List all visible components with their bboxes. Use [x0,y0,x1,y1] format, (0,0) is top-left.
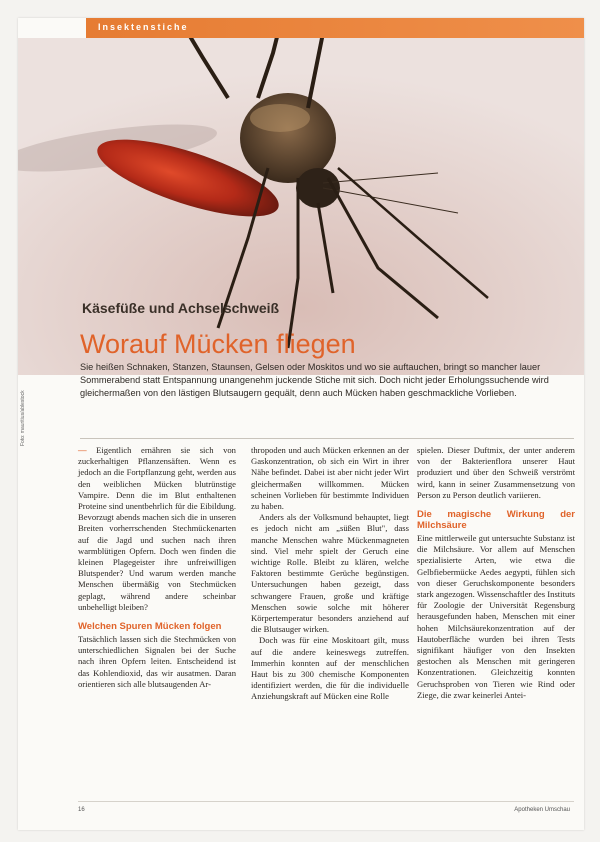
section-label: Insektenstiche [98,22,189,32]
mosquito-illustration [18,38,584,375]
dash-marker: — [78,445,97,455]
article-intro: Sie heißen Schnaken, Stanzen, Staunsen, Gelsen oder Moskitos und wo sie auftauchen, bringt so mancher lauer Sommerabend statt Entspannung unangenehm juckende Stiche mit sich. Doch nicht jeder Erholungssuchende wird gleichermaßen von den lästigen Blutsaugern gequält, denn auch Mücken haben geschmackliche Vorlieben. [80,362,549,398]
paragraph-text: Eigentlich ernähren sie sich von zuckerhaltigen Pflanzensäften. Wenn es jedoch an die Fortpflanzung geht, werden aus den weiblichen Mücken blutrünstige Vampire. Denn die im Blut enthaltenen Proteine sind unentbehrlich für die Eibildung. Bevorzugt abends machen sich die in unseren Breiten vorherrschenden Stechmückenarten auf die Jagd und suchen nach ihren warmblütigen Opfern. Doch wen finden die kleinen Plagegeister ihre unfreiwilligen Blutspender? Und warum werden manche Menschen übermäßig von Stechmücken geplagt, während andere scheinbar unbehelligt bleiben? [78,445,236,612]
section-header-bar [86,18,584,38]
text-column-2 [251,445,409,703]
subheading: Welchen Spuren Mücken folgen [78,621,222,633]
article-kicker: Käsefüße und Achselschweiß [82,300,280,316]
magazine-page [18,18,584,830]
paragraph: thropoden und auch Mücken erkennen an der Gaskonzentration, ob sich ein Wirt in ihrer Nähe befindet. Dabei ist aber nicht jeder Wirt gleichermaßen willkommen. Mücken scheinen Vorlieben für bestimmte Individuen zu haben. [251,445,409,512]
paragraph: Anders als der Volksmund behauptet, liegt es jedoch nicht am „süßen Blut", dass manche Menschen wahre Mückenmagneten sind. Viel mehr spielt der Geruch eine wichtige Rolle. Bleibt zu klären, welche Faktoren bestimmte Gerüche begünstigen. Untersuchungen haben gezeigt, dass schwangere Frauen, große und kräftige Menschen sowie solche mit höherer Körpertemperatur besonders anziehend auf die Blutsauger wirken. [251,512,409,635]
footer-divider [78,801,574,802]
text-column-1 [78,445,236,690]
paragraph: Tatsächlich lassen sich die Stechmücken von unterschiedlichen Signalen bei der Suche nach ihren Opfern leiten. Entscheidend ist das Kohlendioxid, das wir ausatmen. Daran orientieren sich alle blutsaugenden Ar- [78,634,236,689]
paragraph: Eine mittlerweile gut untersuchte Substanz ist die Milchsäure. Vor allem auf Menschen spezialisierte Arten, wie etwa die Gelbfiebermücke Aedes aegypti, fühlen sich von dieser Geruchskomponente besonders stark angezogen. Wissenschaftler des Instituts für Zoologie der Universität Regensburg herausgefunden haben, Menschen mit einer hohen Milchsäurekonzentration auf der Hautoberfläche wurden bei ihren Tests signifikant häufiger von den Insekten gestochen als Menschen mit geringeren Konzentrationen. Gleichzeitig konnten Geruchsproben von Tieren wie Rind oder Ziege, die zwar keinerlei Antei- [417,533,575,700]
hero-photo [18,38,584,375]
subheading: Die magische Wirkung der Milchsäure [417,509,575,532]
photo-credit: Foto: mauritius/ablestock [20,390,26,446]
publication-name: Apotheken Umschau [514,807,570,813]
page-number: 16 [78,807,85,813]
divider [80,438,574,439]
text-column-3 [417,445,575,701]
paragraph [78,445,236,613]
paragraph: Doch was für eine Moskitoart gilt, muss auf die andere keineswegs zutreffen. Immerhin konnten auf der menschlichen Haut bis zu 300 chemische Komponenten identifiziert werden, die für die individuelle Anziehungskraft auf Mücken eine Rolle [251,635,409,702]
article-title: Worauf Mücken fliegen [80,329,356,359]
paragraph: spielen. Dieser Duftmix, der unter anderem von der Bakterienflora unserer Haut produziert und über den Schweiß verströmt wird, kann in seiner Zusammensetzung von Person zu Person deutlich variieren. [417,445,575,500]
